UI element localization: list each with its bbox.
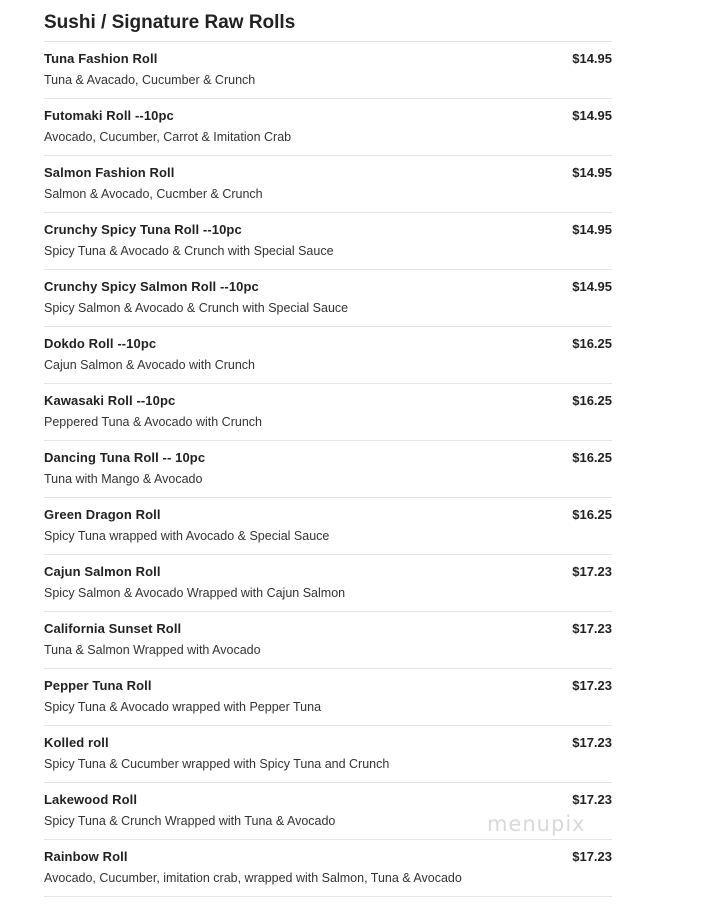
item-price: $16.25 [572,450,612,465]
item-price: $17.23 [572,564,612,579]
item-price: $17.23 [572,735,612,750]
item-description: Tuna & Avacado, Cucumber & Crunch [44,73,256,87]
menu-item [44,669,612,726]
item-price: $14.95 [572,279,612,294]
item-name: Cajun Salmon Roll [44,564,161,579]
item-price: $17.23 [572,678,612,693]
menu-item [44,726,612,783]
menu-item [44,498,612,555]
item-price: $16.25 [572,393,612,408]
menu-item [44,612,612,669]
item-price: $17.23 [572,621,612,636]
item-price: $14.95 [572,51,612,66]
item-price: $17.23 [572,792,612,807]
item-description: Tuna & Salmon Wrapped with Avocado [44,643,261,657]
item-name: Futomaki Roll --10pc [44,108,174,123]
item-description: Spicy Salmon & Avocado & Crunch with Special Sauce [44,301,349,315]
menu-item [44,156,612,213]
item-description: Avocado, Cucumber, imitation crab, wrapped with Salmon, Tuna & Avocado [44,871,462,885]
item-name: Kawasaki Roll --10pc [44,393,176,408]
item-price: $14.95 [572,108,612,123]
item-name: Kolled roll [44,735,109,750]
menu-item [44,270,612,327]
item-price: $16.25 [572,336,612,351]
item-description: Peppered Tuna & Avocado with Crunch [44,415,262,429]
item-name: Dokdo Roll --10pc [44,336,157,351]
menu-item [44,840,612,897]
item-name: Crunchy Spicy Tuna Roll --10pc [44,222,242,237]
item-name: Pepper Tuna Roll [44,678,152,693]
item-description: Spicy Tuna & Crunch Wrapped with Tuna & Avocado [44,814,336,828]
item-price: $17.23 [572,849,612,864]
menu-item [44,42,612,99]
item-name: Salmon Fashion Roll [44,165,175,180]
item-name: Crunchy Spicy Salmon Roll --10pc [44,279,259,294]
item-price: $16.25 [572,507,612,522]
menu-section [44,0,612,897]
watermark-logo: menupix [487,812,586,836]
menu-item [44,555,612,612]
item-name: California Sunset Roll [44,621,182,636]
item-name: Green Dragon Roll [44,507,161,522]
item-price: $14.95 [572,165,612,180]
item-description: Avocado, Cucumber, Carrot & Imitation Crab [44,130,292,144]
menu-item [44,384,612,441]
section-title: Sushi / Signature Raw Rolls [44,0,612,42]
item-description: Cajun Salmon & Avocado with Crunch [44,358,255,372]
item-description: Spicy Tuna & Avocado & Crunch with Special Sauce [44,244,334,258]
item-description: Tuna with Mango & Avocado [44,472,203,486]
item-description: Spicy Salmon & Avocado Wrapped with Cajun Salmon [44,586,346,600]
item-description: Salmon & Avocado, Cucmber & Crunch [44,187,263,201]
item-description: Spicy Tuna & Avocado wrapped with Pepper Tuna [44,700,322,714]
menu-item [44,327,612,384]
menu-item [44,441,612,498]
item-name: Tuna Fashion Roll [44,51,158,66]
item-description: Spicy Tuna & Cucumber wrapped with Spicy Tuna and Crunch [44,757,390,771]
item-name: Dancing Tuna Roll -- 10pc [44,450,206,465]
item-price: $14.95 [572,222,612,237]
menu-item [44,213,612,270]
item-name: Rainbow Roll [44,849,128,864]
menu-item [44,99,612,156]
item-name: Lakewood Roll [44,792,138,807]
item-description: Spicy Tuna wrapped with Avocado & Special Sauce [44,529,330,543]
